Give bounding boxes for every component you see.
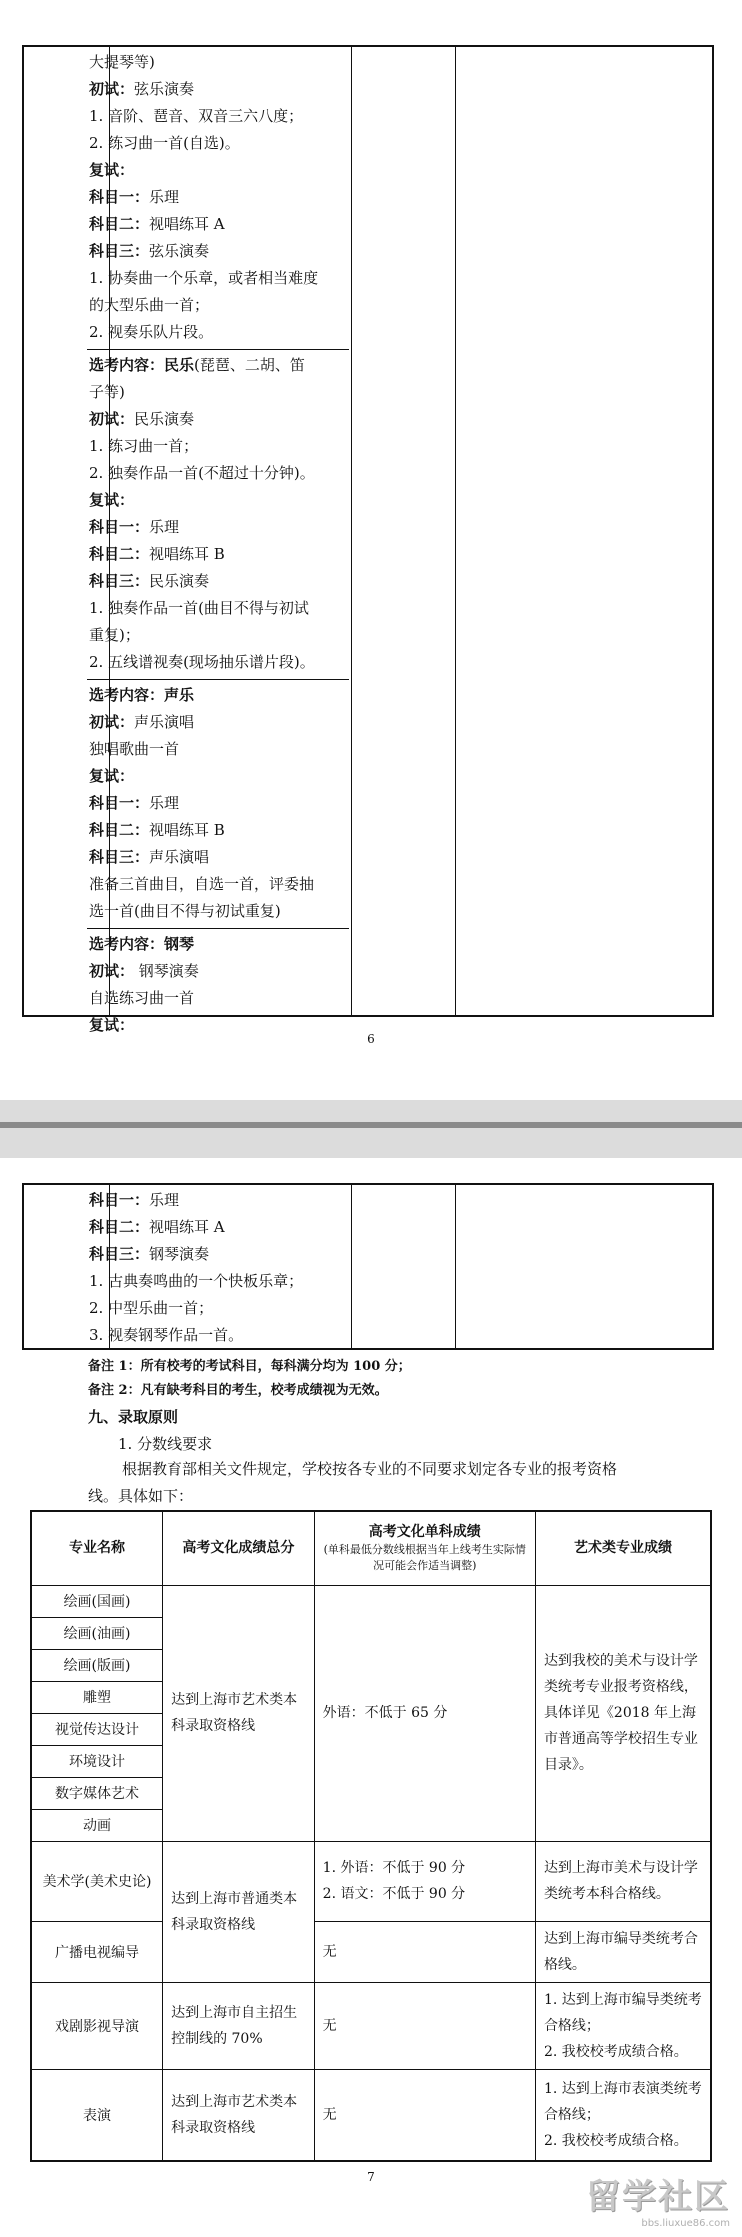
content-line-label: 科目一：: [89, 518, 150, 536]
content-line-text: 声乐演唱: [134, 713, 195, 731]
content-line: [89, 871, 349, 898]
note-2: 备注 2：凡有缺考科目的考生，校考成绩视为无效。: [88, 1383, 388, 1398]
content-line: [89, 568, 349, 595]
content-line: [89, 1322, 349, 1349]
content-line-text: 3. 视奏钢琴作品一首。: [89, 1326, 244, 1344]
content-line: [89, 433, 349, 460]
content-line-text: 1. 协奏曲一个乐章，或者相当难度: [89, 269, 319, 287]
content-line: [89, 1295, 349, 1322]
content-line-text: 视唱练耳 B: [149, 821, 225, 839]
art-score-cell: 达到我校的美术与设计学类统考专业报考资格线，具体详见《2018 年上海市普通高等学校招生专业目录》。: [535, 1585, 711, 1841]
art-score-line: 2. 我校校考成绩合格。: [543, 2043, 688, 2060]
content-line-label: 科目二：: [89, 1218, 150, 1236]
content-line-text: 钢琴演奏: [149, 1245, 210, 1263]
content-line: [89, 379, 349, 406]
content-line-text: 2. 五线谱视奏(现场抽乐谱片段)。: [89, 653, 315, 671]
content-line-label: 科目二：: [89, 545, 150, 563]
content-line: [89, 514, 349, 541]
single-score-cell: 无: [314, 2069, 535, 2161]
exam-content-cells: [87, 1185, 349, 1352]
major-cell: 数字媒体艺术: [31, 1777, 163, 1809]
content-line-text: 子等): [89, 383, 125, 401]
content-line: [89, 211, 349, 238]
content-line-label: 初试：: [89, 713, 135, 731]
content-line-text: 2. 中型乐曲一首；: [89, 1299, 214, 1317]
single-score-cell: [314, 1841, 535, 1921]
content-line-text: 大提琴等): [89, 53, 155, 71]
document-page-7: [0, 1158, 742, 2237]
content-line-label: 科目一：: [89, 188, 150, 206]
content-line-text: 乐理: [149, 188, 180, 206]
content-line-text: 独唱歌曲一首: [89, 740, 180, 758]
single-score-line: 2. 语文：不低于 90 分: [322, 1886, 466, 1902]
content-line-text: 弦乐演奏: [134, 80, 195, 98]
content-line-label: 复试：: [89, 161, 135, 179]
total-score-cell: 达到上海市艺术类本科录取资格线: [163, 1585, 315, 1841]
art-score-line: 2. 我校校考成绩合格。: [543, 2132, 688, 2149]
major-cell: 绘画(国画): [31, 1585, 163, 1617]
content-line: [89, 406, 349, 433]
content-line-text: 准备三首曲目，自选一首，评委抽: [89, 875, 315, 893]
content-line-text: 选一首(曲目不得与初试重复): [89, 902, 281, 920]
table-row: [31, 2069, 711, 2161]
content-line-label: 科目二：: [89, 215, 150, 233]
paragraph-line-2: 线。具体如下：: [88, 1487, 194, 1505]
content-line-label: 科目三：: [89, 848, 150, 866]
art-score-line: 1. 达到上海市表演类统考合格线；: [543, 2080, 702, 2123]
content-line: [89, 292, 349, 319]
table-column-divider: [351, 1185, 352, 1348]
header-major: 专业名称: [31, 1511, 163, 1585]
art-score-cell: [535, 2069, 711, 2161]
content-line-text: 1. 古典奏鸣曲的一个快板乐章；: [89, 1272, 304, 1290]
table-row: [31, 1841, 711, 1921]
content-line: [89, 76, 349, 103]
table-row: [31, 1585, 711, 1617]
content-line-text: 1. 练习曲一首；: [89, 437, 199, 455]
exam-option-block: [87, 680, 349, 929]
table-header-row: [31, 1511, 711, 1585]
content-line-text: 的大型乐曲一首；: [89, 296, 210, 314]
content-line: [89, 460, 349, 487]
major-cell: 绘画(油画): [31, 1617, 163, 1649]
art-score-line: 1. 达到上海市编导类统考合格线；: [543, 1991, 702, 2034]
content-line: [89, 1241, 349, 1268]
section-heading: 九、录取原则: [88, 1408, 179, 1426]
major-cell: 表演: [31, 2069, 163, 2161]
content-line: [89, 985, 349, 1012]
content-line-text: 钢琴演奏: [134, 962, 199, 980]
major-cell: 环境设计: [31, 1745, 163, 1777]
content-line-label: 科目一：: [89, 794, 150, 812]
art-score-cell: [535, 1982, 711, 2069]
content-line-text: 乐理: [149, 794, 180, 812]
content-line-label: 科目三：: [89, 572, 150, 590]
total-score-cell: 达到上海市普通类本科录取资格线: [163, 1841, 315, 1982]
content-line-label: 选考内容：民乐: [89, 356, 195, 374]
content-line-label: 科目三：: [89, 1245, 150, 1263]
content-line: [89, 352, 349, 379]
content-line: [89, 541, 349, 568]
content-line: [89, 49, 349, 76]
content-line-text: 视唱练耳 A: [149, 1218, 225, 1236]
content-line-text: 弦乐演奏: [149, 242, 210, 260]
page-number: 6: [367, 1032, 375, 1046]
content-line: [89, 898, 349, 925]
major-cell: 绘画(版画): [31, 1649, 163, 1681]
single-score-cell: 无: [314, 1921, 535, 1982]
content-line-text: (琵琶、二胡、笛: [194, 356, 305, 374]
content-line: [89, 622, 349, 649]
content-line-text: 2. 练习曲一首(自选)。: [89, 134, 240, 152]
page-separator: [0, 1100, 742, 1158]
page-number: 7: [367, 2170, 375, 2184]
content-line-text: 乐理: [149, 518, 180, 536]
content-line-text: 乐理: [149, 1191, 180, 1209]
content-line: [89, 682, 349, 709]
content-line-label: 科目三：: [89, 242, 150, 260]
content-line: [89, 649, 349, 676]
content-line: [89, 487, 349, 514]
content-line: [89, 1214, 349, 1241]
content-line-label: 选考内容：钢琴: [89, 935, 195, 953]
content-line: [89, 595, 349, 622]
content-line-label: 选考内容：声乐: [89, 686, 195, 704]
content-line-label: 复试：: [89, 491, 135, 509]
content-line: [89, 103, 349, 130]
separator-bar: [0, 1122, 742, 1128]
content-line: [89, 709, 349, 736]
content-line: [89, 238, 349, 265]
total-score-cell: 达到上海市艺术类本科录取资格线: [163, 2069, 315, 2161]
single-score-line: 1. 外语：不低于 90 分: [322, 1860, 466, 1876]
content-line-text: 声乐演唱: [149, 848, 210, 866]
content-line-text: 2. 独奏作品一首(不超过十分钟)。: [89, 464, 315, 482]
major-cell: 动画: [31, 1809, 163, 1841]
content-line-text: 民乐演奏: [134, 410, 195, 428]
content-line: [89, 1268, 349, 1295]
content-line: [89, 931, 349, 958]
header-single-title: 高考文化单科成绩: [368, 1524, 481, 1541]
content-line: [89, 1187, 349, 1214]
document-page-6: [0, 0, 742, 1100]
content-line: [89, 184, 349, 211]
sub-heading: 1. 分数线要求: [118, 1435, 213, 1453]
major-cell: 广播电视编导: [31, 1921, 163, 1982]
major-cell: 美术学(美术史论): [31, 1841, 163, 1921]
content-line-label: 复试：: [89, 1016, 135, 1034]
single-score-cell: 外语：不低于 65 分: [314, 1585, 535, 1841]
major-cell: 视觉传达设计: [31, 1713, 163, 1745]
note-1: 备注 1：所有校考的考试科目，每科满分均为 100 分；: [88, 1359, 411, 1374]
content-line: [89, 265, 349, 292]
table-column-divider: [351, 47, 352, 1015]
content-line: [89, 844, 349, 871]
content-line: [89, 817, 349, 844]
watermark-url: bbs.liuxue86.com: [641, 2218, 730, 2229]
exam-option-block: [87, 47, 349, 350]
content-line: [89, 130, 349, 157]
content-line-text: 视唱练耳 A: [149, 215, 225, 233]
content-line-label: 科目一：: [89, 1191, 150, 1209]
watermark-text: 留学社区: [586, 2177, 730, 2217]
content-line: [89, 763, 349, 790]
content-line-text: 重复)；: [89, 626, 140, 644]
content-line-label: 初试：: [89, 410, 135, 428]
exam-option-block: [87, 350, 349, 680]
content-line-text: 2. 视奏乐队片段。: [89, 323, 214, 341]
header-art-score: 艺术类专业成绩: [535, 1511, 711, 1585]
table-row: [31, 1982, 711, 2069]
exam-option-block: [87, 929, 349, 1042]
content-line-text: 民乐演奏: [149, 572, 210, 590]
major-cell: 雕塑: [31, 1681, 163, 1713]
content-line: [89, 790, 349, 817]
single-score-cell: 无: [314, 1982, 535, 2069]
exam-content-cells: [87, 47, 349, 1042]
table-column-divider: [455, 47, 456, 1015]
content-line-text: 视唱练耳 B: [149, 545, 225, 563]
content-line-label: 科目二：: [89, 821, 150, 839]
total-score-cell: 达到上海市自主招生控制线的 70%: [163, 1982, 315, 2069]
art-score-cell: 达到上海市编导类统考合格线。: [535, 1921, 711, 1982]
content-line-label: 初试：: [89, 80, 135, 98]
content-line-text: 自选练习曲一首: [89, 989, 195, 1007]
admission-score-table: [30, 1510, 712, 2162]
content-line: [89, 157, 349, 184]
art-score-cell: 达到上海市美术与设计学类统考本科合格线。: [535, 1841, 711, 1921]
content-line: [89, 319, 349, 346]
content-line-label: 复试：: [89, 767, 135, 785]
content-line: [89, 736, 349, 763]
exam-option-block: [87, 1185, 349, 1352]
content-line-label: 初试：: [89, 962, 135, 980]
header-single-note: (单科最低分数线根据当年上线考生实际情况可能会作适当调整): [323, 1543, 526, 1573]
major-cell: 戏剧影视导演: [31, 1982, 163, 2069]
paragraph-line-1: 根据教育部相关文件规定，学校按各专业的不同要求划定各专业的报考资格: [122, 1460, 618, 1478]
content-line-text: 1. 音阶、琶音、双音三六八度；: [89, 107, 304, 125]
content-line: [89, 958, 349, 985]
table-column-divider: [455, 1185, 456, 1348]
header-total-score: 高考文化成绩总分: [163, 1511, 315, 1585]
table-row: [31, 1921, 711, 1982]
content-line-text: 1. 独奏作品一首(曲目不得与初试: [89, 599, 309, 617]
header-single-subject: [314, 1511, 535, 1585]
watermark-logo: [586, 2169, 730, 2229]
